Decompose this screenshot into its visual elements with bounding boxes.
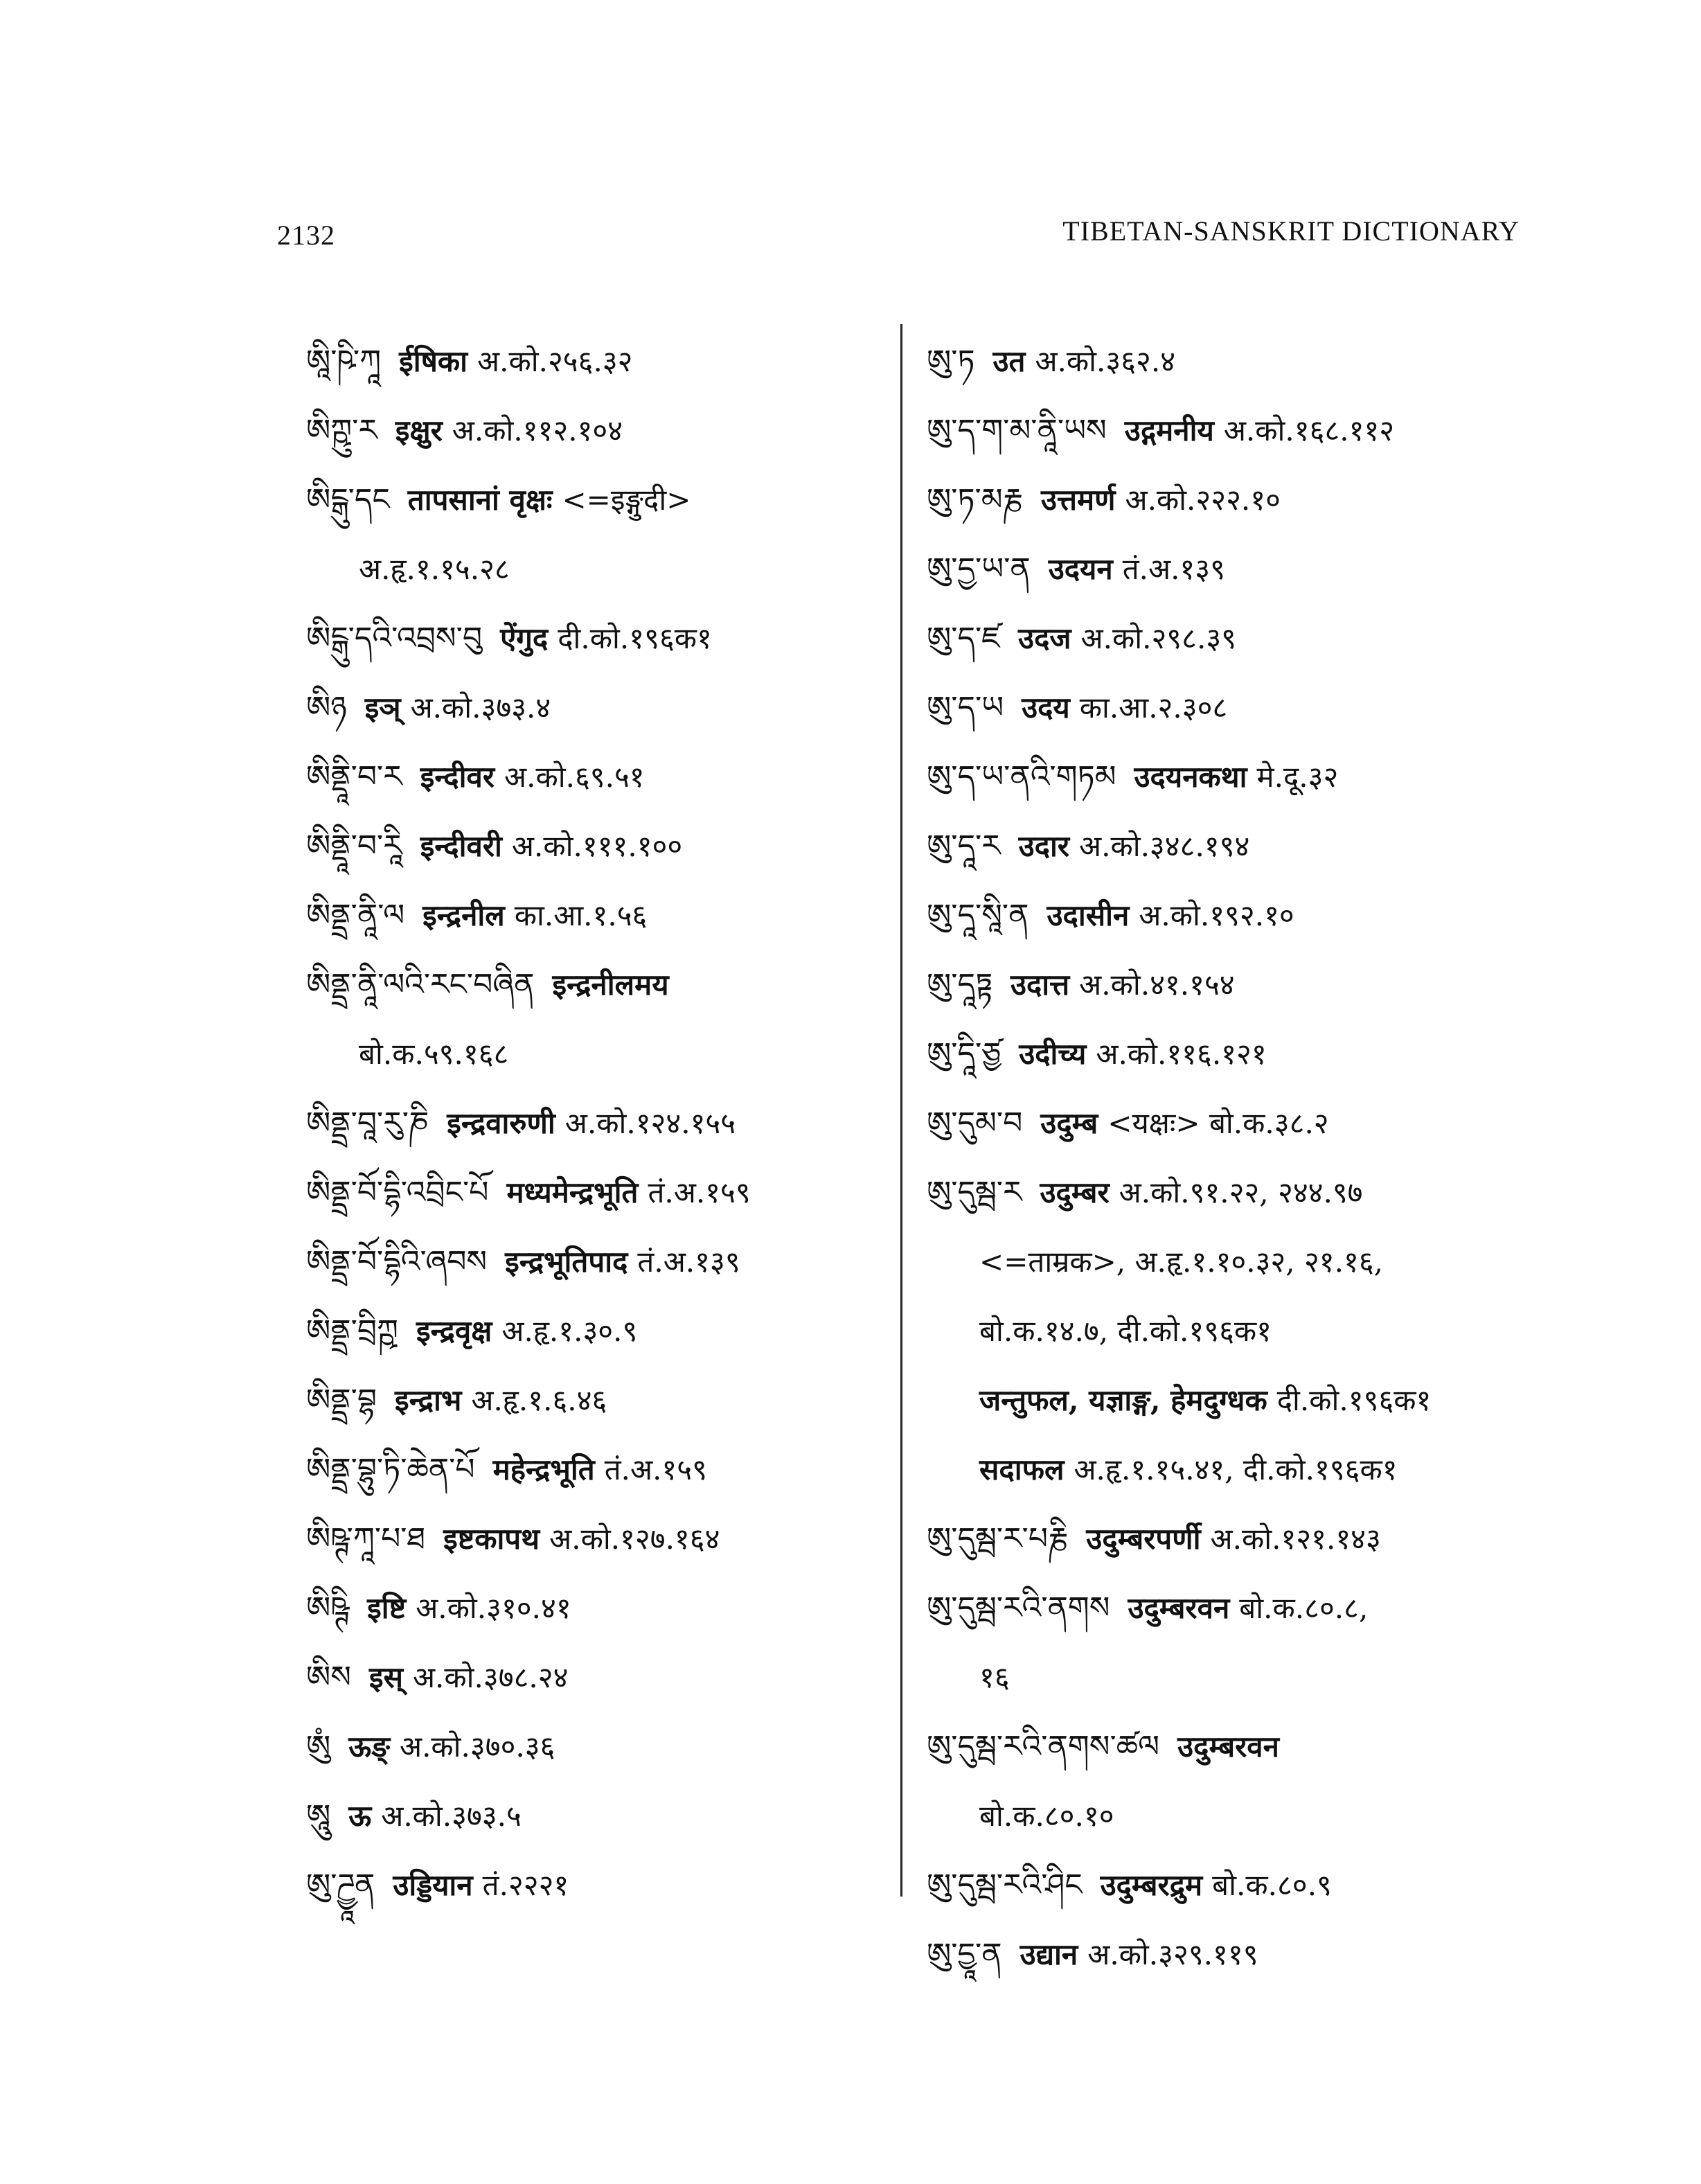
dictionary-entry xyxy=(306,327,874,396)
dictionary-entry xyxy=(927,1712,1536,1851)
sanskrit-equivalent: उदज xyxy=(1018,621,1071,655)
tibetan-headword: ཨིས xyxy=(306,1660,351,1695)
source-reference: अ.को.३४८.१९४ xyxy=(1079,829,1250,863)
entry-headline xyxy=(306,344,633,378)
source-reference: मे.दू.३२ xyxy=(1256,760,1339,794)
tibetan-headword: ཨུ་དྱ་ཡ་ན xyxy=(927,551,1031,587)
sanskrit-equivalent: उड्डियान xyxy=(393,1868,473,1902)
source-reference: अ.को.२५६.३२ xyxy=(477,344,633,378)
tibetan-headword: ཨུ་དུམ་བ xyxy=(927,1106,1023,1141)
dictionary-entry xyxy=(306,1089,874,1158)
source-reference: दी.को.१९६क१ xyxy=(558,621,712,655)
tibetan-headword: ཨུ་ད་ཡ་ནའི་གཏམ xyxy=(927,759,1116,794)
tibetan-headword: ཨུ་དྱཱ་ན xyxy=(927,1937,1002,1972)
source-reference: तं.२२२१ xyxy=(482,1868,569,1902)
sanskrit-equivalent: इन्द्रनीलमय xyxy=(552,968,669,1002)
source-reference: अ.को.३६२.४ xyxy=(1035,344,1176,378)
entry-headline xyxy=(927,1730,1289,1764)
entry-headline xyxy=(306,1591,571,1625)
column-divider xyxy=(900,324,902,1897)
entry-continuation xyxy=(927,1782,1536,1851)
dictionary-entry xyxy=(306,743,874,812)
sanskrit-synonyms: जन्तुफल, यज्ञाङ्ग, हेमदुग्धक xyxy=(979,1383,1267,1417)
entry-headline xyxy=(927,414,1394,447)
sanskrit-equivalent: उदुम्बर xyxy=(1040,1175,1110,1209)
dictionary-entry xyxy=(306,604,874,673)
sanskrit-equivalent: तापसानां वृक्षः xyxy=(407,483,553,517)
dictionary-entry xyxy=(306,950,874,1089)
dictionary-entry xyxy=(927,1089,1536,1158)
sanskrit-equivalent: इन्दीवरी xyxy=(420,829,502,863)
dictionary-entry xyxy=(306,1782,874,1851)
tibetan-headword: ཨུ་ད་ཡ xyxy=(927,690,1004,725)
sanskrit-equivalent: महेन्द्रभूति xyxy=(492,1453,595,1486)
entry-headline xyxy=(927,1106,1329,1140)
dictionary-entry xyxy=(927,1020,1536,1089)
tibetan-headword: ཨིནྡྲ་ནཱི་ལ xyxy=(306,898,405,933)
tibetan-headword: ཨིཥྚ་ཀཱ་པ་ཐ xyxy=(306,1521,426,1556)
dictionary-entry xyxy=(927,1435,1536,1504)
sanskrit-equivalent: इन्द्रभूतिपाद xyxy=(505,1245,628,1279)
sanskrit-equivalent: उदय xyxy=(1022,691,1070,725)
sanskrit-equivalent: उत्तमर्ण xyxy=(1040,483,1116,517)
sanskrit-equivalent: उदुम्बरवन xyxy=(1128,1591,1230,1625)
dictionary-entry xyxy=(306,812,874,881)
tibetan-headword: ཨུ་དཱཏྟ xyxy=(927,967,992,1002)
tibetan-headword: ཨཱུ xyxy=(306,1798,331,1834)
sanskrit-equivalent: मध्यमेन्द्रभूति xyxy=(506,1175,639,1209)
tibetan-headword: ཨིནྡྲ་ནཱི་ལའི་རང་བཞིན xyxy=(306,967,535,1002)
dictionary-entry xyxy=(927,812,1536,881)
dictionary-entry xyxy=(306,1851,874,1920)
source-reference: अ.को.११६.१२१ xyxy=(1096,1037,1267,1071)
sanskrit-equivalent: इन्द्राभ xyxy=(395,1383,462,1417)
dictionary-entry xyxy=(306,465,874,604)
sanskrit-equivalent: उत xyxy=(992,344,1026,378)
sanskrit-equivalent: ऊङ् xyxy=(348,1730,390,1764)
dictionary-entry xyxy=(306,1366,874,1435)
dictionary-entry xyxy=(927,1920,1536,1989)
entry-headline xyxy=(306,898,647,932)
left-column xyxy=(306,327,874,1920)
entry-continuation xyxy=(927,1643,1536,1712)
dictionary-entry xyxy=(306,1435,874,1504)
tibetan-headword: ཨིནྡྲ་བྲིཀྵ xyxy=(306,1313,399,1349)
source-reference: अ.को.१११.१०० xyxy=(511,829,683,863)
entry-headline xyxy=(306,414,623,447)
sanskrit-equivalent: उदुम्बरद्रुम xyxy=(1100,1868,1203,1902)
source-reference: अ.को.३७३.५ xyxy=(381,1799,522,1833)
source-reference: अ.को.६९.५१ xyxy=(504,760,645,794)
dictionary-entry xyxy=(927,1297,1536,1366)
sanskrit-equivalent: इस् xyxy=(368,1660,403,1694)
tibetan-headword: ཨིངྒུ་དང xyxy=(306,482,390,517)
entry-continuation xyxy=(927,1227,1536,1297)
entry-continuation xyxy=(306,1020,874,1089)
tibetan-headword: ཨིནྡྲ་བྷུ་ཏི་ཆེན་པོ xyxy=(306,1452,475,1487)
entry-headline xyxy=(306,1730,555,1764)
entry-headline xyxy=(306,1799,522,1833)
dictionary-entry xyxy=(927,604,1536,673)
dictionary-entry xyxy=(306,881,874,950)
tibetan-headword: ཨིནྡཱི་བ་རཱི xyxy=(306,828,402,864)
entry-headline xyxy=(927,1868,1332,1902)
continuation-reference: दी.को.१९६क१ xyxy=(1276,1383,1432,1417)
entry-headline xyxy=(927,829,1249,863)
tibetan-headword: ཨུ་ཏ xyxy=(927,344,975,379)
sanskrit-equivalent: उदयन xyxy=(1048,552,1113,586)
continuation-reference: बो.क.८०.१० xyxy=(979,1799,1114,1833)
tibetan-headword: ཨུཾ xyxy=(306,1729,331,1764)
source-reference: अ.को.३१०.४१ xyxy=(416,1591,571,1625)
source-reference: अ.को.१९२.१० xyxy=(1139,898,1294,932)
source-reference: अ.को.४१.१५४ xyxy=(1079,968,1235,1002)
dictionary-entry xyxy=(927,1366,1536,1435)
dictionary-entry xyxy=(306,673,874,743)
source-reference: <यक्षः> बो.क.३८.२ xyxy=(1107,1106,1329,1140)
tibetan-headword: ཨིངྒུ་དའི་འབྲས་བུ xyxy=(306,621,483,656)
tibetan-headword: ཨུ་ཌྱཱན xyxy=(306,1867,375,1903)
source-reference: का.आ.१.५६ xyxy=(514,898,648,932)
sanskrit-equivalent: उदार xyxy=(1018,829,1069,863)
entry-headline xyxy=(306,1314,637,1348)
tibetan-headword: ཨུ་དཱ་སཱི་ན xyxy=(927,898,1029,933)
entry-headline xyxy=(927,552,1225,586)
tibetan-headword: ཨུ་དུམྦ་རའི་ནགས xyxy=(927,1590,1110,1626)
dictionary-entry xyxy=(306,1643,874,1712)
entry-headline xyxy=(306,483,691,517)
entry-continuation xyxy=(927,1366,1536,1435)
dictionary-entry xyxy=(927,881,1536,950)
sanskrit-equivalent: उद्यान xyxy=(1019,1937,1078,1971)
entry-headline xyxy=(306,968,679,1002)
tibetan-headword: ཨིནྡྲ་བོ་དྷི་འབྲིང་པོ xyxy=(306,1175,489,1210)
source-reference: अ.को.९१.२२, २४४.९७ xyxy=(1119,1175,1363,1209)
dictionary-entry xyxy=(306,1227,874,1297)
source-reference: <=इङ्गुदी> xyxy=(562,483,691,517)
dictionary-entry xyxy=(927,1851,1536,1920)
entry-headline xyxy=(927,1175,1363,1209)
source-reference: अ.को.१२७.१६४ xyxy=(549,1522,720,1556)
entry-headline xyxy=(927,1937,1258,1971)
source-reference: अ.हृ.१.६.४६ xyxy=(471,1383,607,1417)
source-reference: अ.को.१६८.११२ xyxy=(1223,414,1395,447)
entry-headline xyxy=(927,1591,1368,1625)
sanskrit-equivalent: इक्षुर xyxy=(395,414,443,447)
sanskrit-equivalent: उदात्त xyxy=(1010,968,1070,1002)
sanskrit-equivalent: इष्टि xyxy=(367,1591,407,1625)
source-reference: अ.को.३७३.४ xyxy=(410,691,551,725)
tibetan-headword: ཨུ་དཱི་ཙྱ xyxy=(927,1036,1001,1072)
entry-headline xyxy=(927,760,1338,794)
sanskrit-equivalent: उदयनकथा xyxy=(1134,760,1247,794)
right-column xyxy=(927,327,1536,1989)
sanskrit-equivalent: इन्द्रवृक्ष xyxy=(416,1314,492,1348)
page-number: 2132 xyxy=(277,220,335,251)
tibetan-headword: ཨུ་ད་ཛ xyxy=(927,621,1001,656)
tibetan-headword: ཨིཀྵུ་ར xyxy=(306,413,377,448)
tibetan-headword: ཨཱི་ཥི་ཀཱ xyxy=(306,344,382,379)
entry-headline xyxy=(927,691,1227,725)
entry-headline xyxy=(306,1868,569,1902)
tibetan-headword: ཨུ་དུམྦ་རའི་ནགས་ཚལ xyxy=(927,1729,1160,1764)
tibetan-headword: ཨུ་དུམྦ་ར་པརྞི xyxy=(927,1521,1069,1556)
dictionary-entry xyxy=(927,465,1536,535)
entry-headline xyxy=(306,1106,736,1140)
continuation-reference: बो.क.१४.७, दी.को.१९६क१ xyxy=(979,1314,1272,1348)
sanskrit-equivalent: ऊ xyxy=(348,1799,372,1833)
entry-headline xyxy=(927,483,1281,517)
tibetan-headword: ཨིནྡྲ་བོ་དྷིའི་ཞབས xyxy=(306,1244,488,1279)
dictionary-entry xyxy=(927,327,1536,396)
sanskrit-equivalent: उद्गमनीय xyxy=(1124,414,1214,447)
running-head: TIBETAN-SANSKRIT DICTIONARY xyxy=(1062,215,1520,247)
tibetan-headword: ཨིནྡྲ་བཱ་རུ་ཎི xyxy=(306,1106,429,1141)
source-reference: अ.को.२९८.३९ xyxy=(1080,621,1237,655)
entry-headline xyxy=(927,1522,1381,1556)
source-reference: अ.को.३७८.२४ xyxy=(412,1660,569,1694)
entry-headline xyxy=(927,621,1236,655)
sanskrit-equivalent: उदासीन xyxy=(1047,898,1130,932)
tibetan-headword: ཨུ་ཏ་མརྞ xyxy=(927,482,1023,517)
dictionary-entry xyxy=(927,743,1536,812)
source-reference: बो.क.८०.९ xyxy=(1212,1868,1332,1902)
source-reference: अ.को.१२४.१५५ xyxy=(564,1106,736,1140)
tibetan-headword: ཨིནྡཱི་བ་ར xyxy=(306,759,402,794)
source-reference: बो.क.८०.८, xyxy=(1239,1591,1369,1625)
sanskrit-equivalent: ऐंगुद xyxy=(500,621,549,655)
dictionary-entry xyxy=(306,1158,874,1227)
dictionary-entry xyxy=(927,396,1536,465)
continuation-reference: <=ताम्रक>, अ.हृ.१.१०.३२, २१.१६, xyxy=(979,1245,1384,1279)
dictionary-entry xyxy=(927,1158,1536,1297)
dictionary-entry xyxy=(927,1574,1536,1712)
entry-headline xyxy=(306,1453,707,1486)
dictionary-entry xyxy=(306,1574,874,1643)
source-reference: अ.को.३७०.३६ xyxy=(399,1730,555,1764)
entry-headline xyxy=(927,344,1175,378)
sanskrit-equivalent: उदीच्य xyxy=(1019,1037,1087,1071)
source-reference: तं.अ.१५९ xyxy=(604,1453,707,1486)
dictionary-entry xyxy=(306,396,874,465)
entry-headline xyxy=(306,1245,740,1279)
entry-headline xyxy=(927,968,1235,1002)
source-reference: अ.को.२२२.१० xyxy=(1125,483,1281,517)
sanskrit-equivalent: इन्दीवर xyxy=(420,760,495,794)
source-reference: अ.को.१२१.१४३ xyxy=(1210,1522,1381,1556)
sanskrit-equivalent: इष्टकापथ xyxy=(443,1522,540,1556)
tibetan-headword: ཨུ་དུམྦ་ར xyxy=(927,1175,1022,1210)
sanskrit-equivalent: उदुम्ब xyxy=(1040,1106,1098,1140)
dictionary-entry xyxy=(927,535,1536,604)
tibetan-headword: ཨིཉ xyxy=(306,690,347,725)
tibetan-headword: ཨིནྡྲ་བྷ xyxy=(306,1383,377,1418)
dictionary-entry xyxy=(306,1504,874,1574)
source-reference: अ.को.३२९.११९ xyxy=(1087,1937,1258,1971)
tibetan-headword: ཨུ་དཱ་ར xyxy=(927,828,1001,864)
entry-headline xyxy=(306,1660,568,1694)
entry-headline xyxy=(306,829,682,863)
sanskrit-equivalent: इञ् xyxy=(364,691,401,725)
tibetan-headword: ཨིཥྚི xyxy=(306,1590,350,1626)
dictionary-entry xyxy=(306,1712,874,1782)
tibetan-headword: ཨུ་ད་ག་མ་ནཱི་ཡས xyxy=(927,413,1107,448)
source-reference: तं.अ.१३९ xyxy=(637,1245,740,1279)
tibetan-headword: ཨུ་དུམྦ་རའི་ཤིང xyxy=(927,1867,1083,1903)
entry-headline xyxy=(306,1522,720,1556)
entry-continuation xyxy=(927,1435,1536,1504)
source-reference: का.आ.२.३०८ xyxy=(1079,691,1228,725)
entry-headline xyxy=(306,621,712,655)
dictionary-entry xyxy=(306,1297,874,1366)
sanskrit-equivalent: इन्द्रनील xyxy=(422,898,505,932)
continuation-reference: अ.हृ.१.१५.२८ xyxy=(359,552,510,586)
entry-headline xyxy=(927,898,1294,932)
sanskrit-equivalent: ईषिका xyxy=(399,344,468,378)
source-reference: तं.अ.१३९ xyxy=(1122,552,1225,586)
sanskrit-equivalent: उदुम्बरवन xyxy=(1177,1730,1279,1764)
dictionary-entry xyxy=(927,673,1536,743)
entry-headline xyxy=(306,760,645,794)
continuation-reference: १६ xyxy=(979,1660,1010,1694)
continuation-reference: अ.हृ.१.१५.४१, दी.को.१९६क१ xyxy=(1074,1453,1398,1486)
dictionary-entry xyxy=(927,950,1536,1020)
entry-headline xyxy=(927,1037,1267,1071)
continuation-reference: बो.क.५९.१६८ xyxy=(359,1037,509,1071)
dictionary-entry xyxy=(927,1504,1536,1574)
sanskrit-equivalent: उदुम्बरपर्णी xyxy=(1086,1522,1201,1556)
entry-headline xyxy=(306,1175,751,1209)
entry-headline xyxy=(306,1383,607,1417)
sanskrit-synonyms: सदाफल xyxy=(979,1453,1065,1486)
sanskrit-equivalent: इन्द्रवारुणी xyxy=(447,1106,555,1140)
source-reference: अ.को.११२.१०४ xyxy=(452,414,623,447)
source-reference: अ.हृ.१.३०.९ xyxy=(501,1314,638,1348)
source-reference: तं.अ.१५९ xyxy=(648,1175,751,1209)
entry-continuation xyxy=(927,1297,1536,1366)
entry-headline xyxy=(306,691,551,725)
entry-continuation xyxy=(306,535,874,604)
